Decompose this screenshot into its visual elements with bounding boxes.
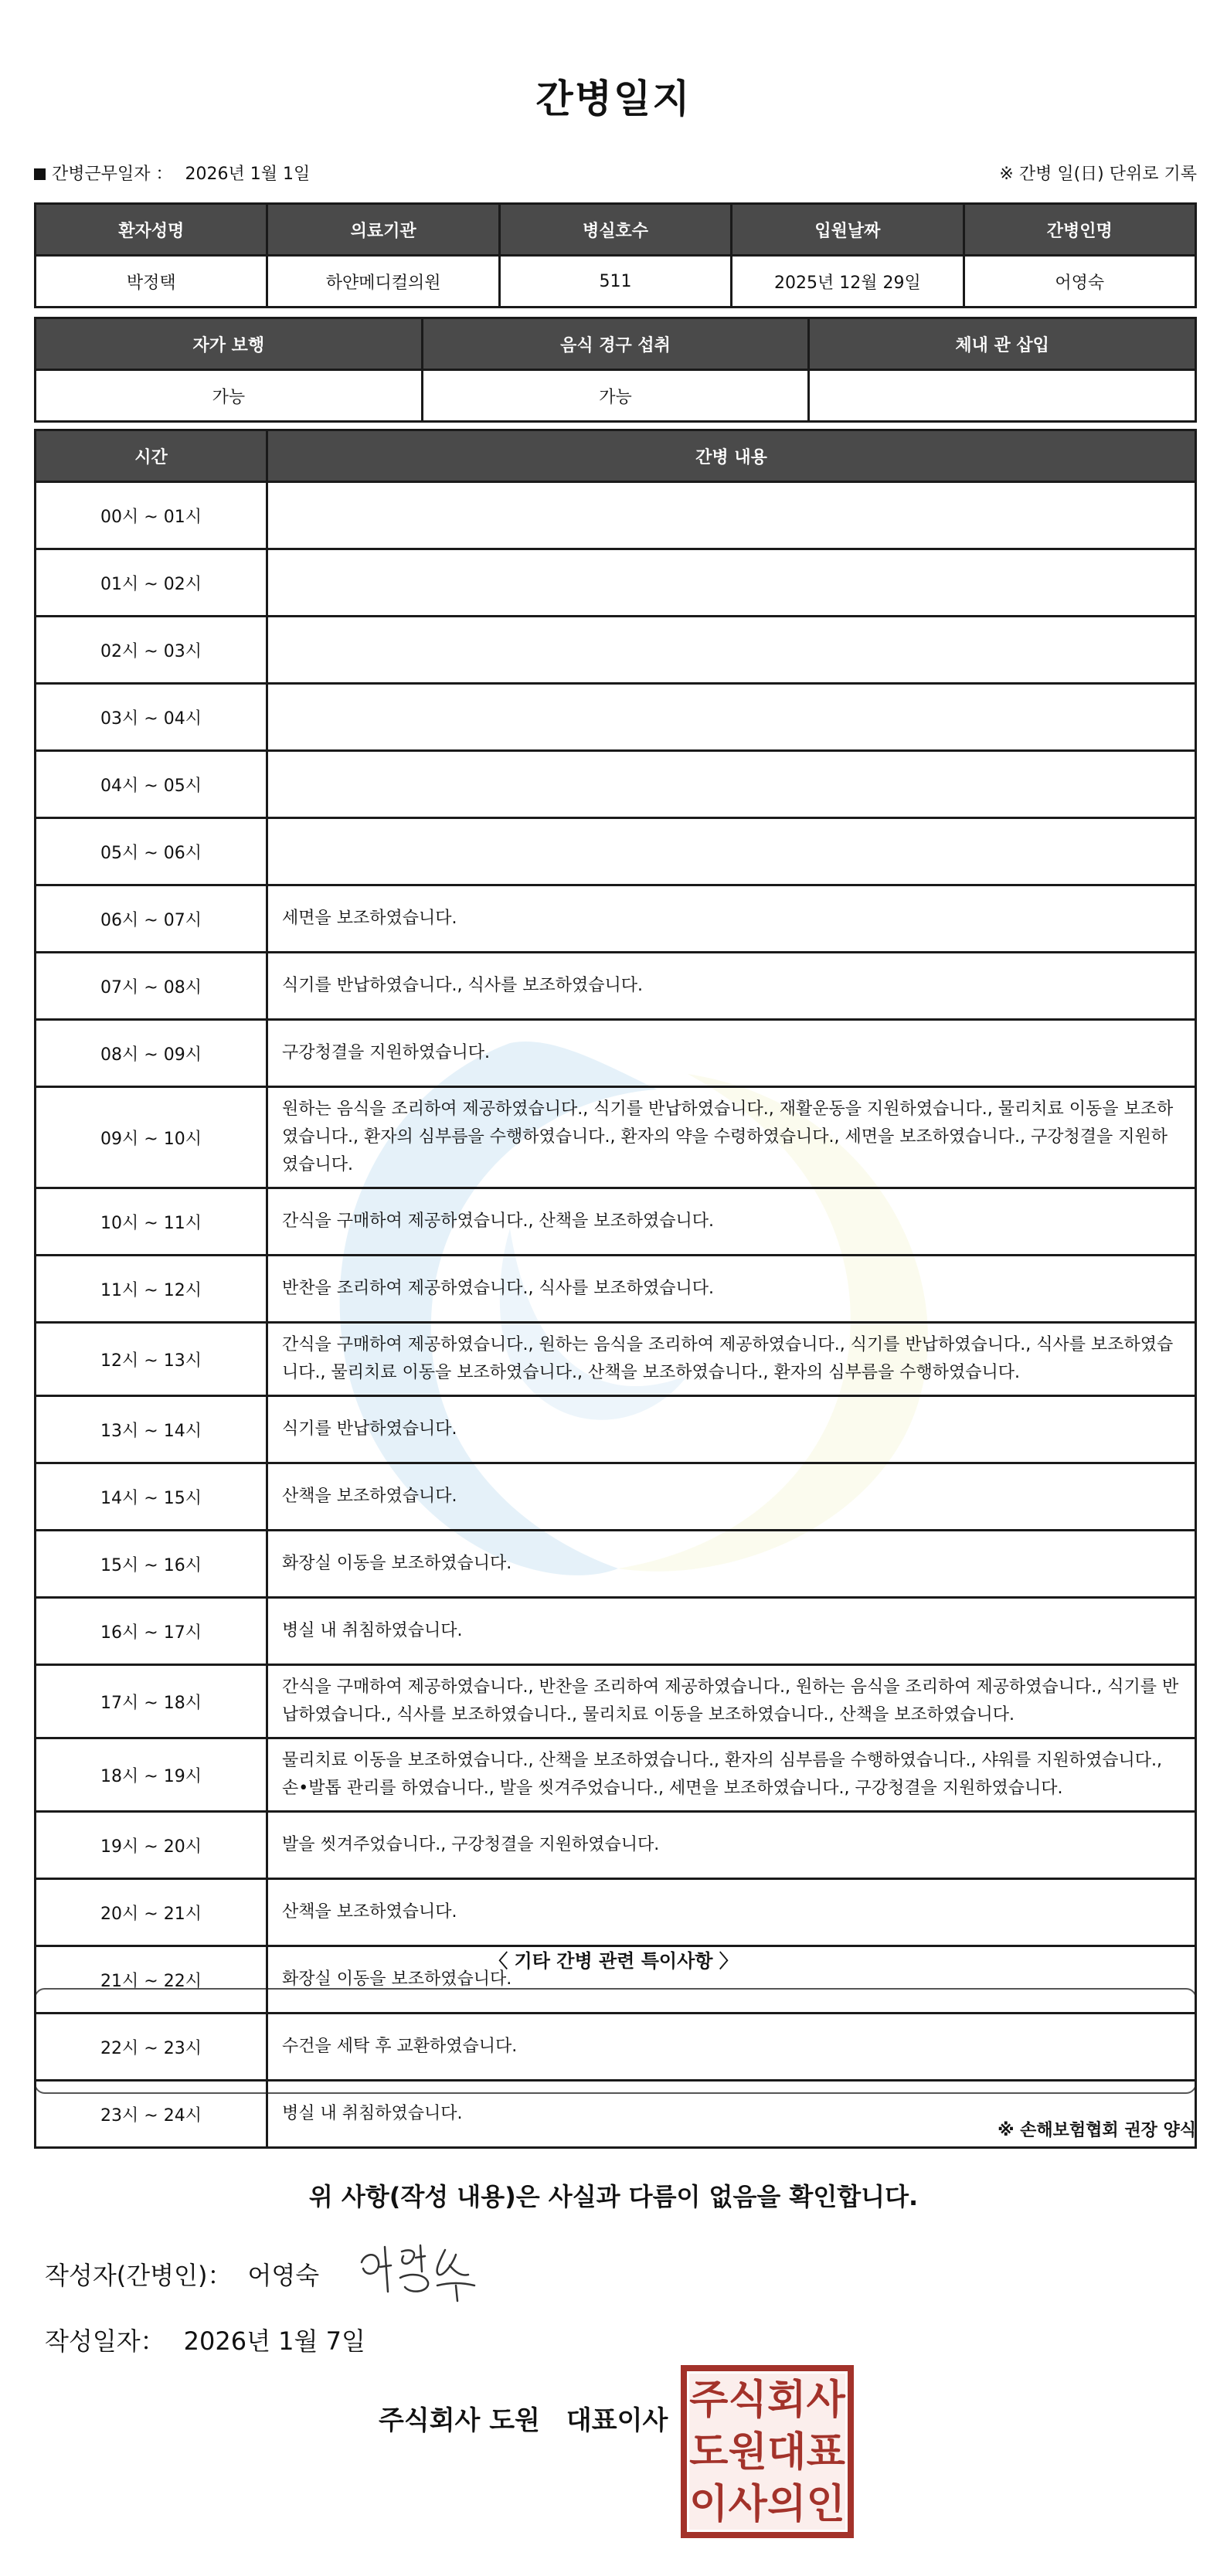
company-seal-stamp (680, 2364, 855, 2539)
log-content-cell (267, 684, 1196, 751)
table-row (36, 2081, 1196, 2148)
table-row (36, 818, 1196, 885)
table-row (36, 1598, 1196, 1665)
log-time-cell: 21시 ~ 22시 (36, 1946, 267, 2014)
table-row (36, 953, 1196, 1020)
confirmation-statement: 위 사항(작성 내용)은 사실과 다름이 없음을 확인합니다. (308, 2182, 919, 2211)
log-time-cell: 02시 ~ 03시 (36, 617, 267, 684)
log-content-cell: 물리치료 이동을 보조하였습니다., 산책을 보조하였습니다., 환자의 심부름을 수행하였습니다., 샤워를 지원하였습니다., 손•발톱 관리를 하였습니다., 발을 씻겨주었습니다., 세면을 보조하였습니다., 구강청결을 지원하였습니다. (267, 1738, 1196, 1812)
log-content-cell: 식기를 반납하였습니다. (267, 1396, 1196, 1463)
log-content-cell: 간식을 구매하여 제공하였습니다., 원하는 음식을 조리하여 제공하였습니다., 식기를 반납하였습니다., 식사를 보조하였습니다., 물리치료 이동을 보조하였습니다., 산책을 보조하였습니다., 환자의 심부름을 수행하였습니다. (267, 1323, 1196, 1396)
log-content-cell: 원하는 음식을 조리하여 제공하였습니다., 식기를 반납하였습니다., 재활운동을 지원하였습니다., 물리치료 이동을 보조하였습니다., 환자의 심부름을 수행하였습니다., 환자의 약을 수령하였습니다., 세면을 보조하였습니다., 구강청결을 지원하였습니다. (267, 1087, 1196, 1188)
log-time-cell: 11시 ~ 12시 (36, 1256, 267, 1323)
seal-character: 인 (806, 2481, 845, 2528)
room-number: 511 (499, 256, 731, 308)
table-row (36, 1020, 1196, 1087)
table-row (36, 549, 1196, 617)
log-content-cell (267, 751, 1196, 818)
log-content-cell: 화장실 이동을 보조하였습니다. (267, 1946, 1196, 2014)
log-time-cell: 07시 ~ 08시 (36, 953, 267, 1020)
patient-name: 박정택 (36, 256, 267, 308)
table-row (36, 482, 1196, 549)
table-row (36, 1946, 1196, 2014)
log-content-cell: 산책을 보조하였습니다. (267, 1463, 1196, 1531)
log-content-cell: 구강청결을 지원하였습니다. (267, 1020, 1196, 1087)
log-content-cell: 병실 내 취침하였습니다. (267, 1598, 1196, 1665)
log-content-cell (267, 617, 1196, 684)
writer-name: 어영숙 (247, 2261, 320, 2290)
care-log-table (34, 429, 1197, 2149)
seal-character: 회 (767, 2377, 807, 2424)
log-time-cell: 10시 ~ 11시 (36, 1188, 267, 1256)
write-date-line (45, 2322, 365, 2357)
log-content-cell (267, 818, 1196, 885)
table-row (36, 1463, 1196, 1531)
log-time-cell: 17시 ~ 18시 (36, 1665, 267, 1738)
table-row (36, 1188, 1196, 1256)
log-content-cell: 식기를 반납하였습니다., 식사를 보조하였습니다. (267, 953, 1196, 1020)
table-row (36, 885, 1196, 953)
work-date-value: 2026년 1월 1일 (185, 165, 311, 184)
page-title: 간병일지 (535, 76, 692, 121)
log-content-cell (267, 549, 1196, 617)
writer-label: 작성자(간병인)： (45, 2261, 233, 2290)
writer-line (45, 2256, 319, 2292)
log-time-cell: 12시 ~ 13시 (36, 1323, 267, 1396)
log-time-cell: 03시 ~ 04시 (36, 684, 267, 751)
header-caregiver: 간병인명 (964, 204, 1195, 256)
work-date-label: 간병근무일자 ： (52, 165, 173, 184)
seal-character: 원 (728, 2429, 767, 2476)
admission-date: 2025년 12월 29일 (732, 256, 964, 308)
form-note: ※ 손해보험협회 권장 양식 (998, 2121, 1196, 2140)
log-content-cell: 산책을 보조하였습니다. (267, 1879, 1196, 1946)
log-time-cell: 00시 ~ 01시 (36, 482, 267, 549)
header-room: 병실호수 (499, 204, 731, 256)
square-bullet-icon (34, 168, 46, 180)
log-time-cell: 16시 ~ 17시 (36, 1598, 267, 1665)
table-row (36, 1323, 1196, 1396)
table-row (36, 1396, 1196, 1463)
log-content-cell: 발을 씻겨주었습니다., 구강청결을 지원하였습니다. (267, 1812, 1196, 1879)
unit-note: ※ 간병 일(日) 단위로 기록 (999, 165, 1197, 184)
log-content-cell (267, 482, 1196, 549)
log-content-cell: 간식을 구매하여 제공하였습니다., 반찬을 조리하여 제공하였습니다., 원하는 음식을 조리하여 제공하였습니다., 식기를 반납하였습니다., 식사를 보조하였습니다., 물리치료 이동을 보조하였습니다., 산책을 보조하였습니다. (267, 1665, 1196, 1738)
log-time-cell: 06시 ~ 07시 (36, 885, 267, 953)
seal-character: 대 (767, 2429, 807, 2476)
header-tube-insertion: 체내 관 삽입 (809, 318, 1196, 370)
log-time-cell: 23시 ~ 24시 (36, 2081, 267, 2148)
seal-character: 사 (806, 2377, 845, 2424)
write-date-value: 2026년 1월 7일 (183, 2326, 365, 2356)
company-line (379, 2399, 668, 2437)
table-row (36, 1531, 1196, 1598)
header-time: 시간 (36, 430, 267, 482)
table-row (36, 1879, 1196, 1946)
log-time-cell: 20시 ~ 21시 (36, 1879, 267, 1946)
handwritten-signature (354, 2231, 485, 2306)
patient-info-table (34, 202, 1197, 308)
seal-character: 의 (767, 2481, 807, 2528)
table-row (36, 1738, 1196, 1812)
table-row (36, 1087, 1196, 1188)
patient-status-table (34, 317, 1197, 423)
representative-title: 대표이사 (566, 2405, 668, 2436)
header-patient-name: 환자성명 (36, 204, 267, 256)
log-time-cell: 08시 ~ 09시 (36, 1020, 267, 1087)
table-row (36, 751, 1196, 818)
log-time-cell: 19시 ~ 20시 (36, 1812, 267, 1879)
table-row (36, 1812, 1196, 1879)
header-oral-intake: 음식 경구 섭취 (422, 318, 809, 370)
notes-title: 〈 기타 간병 관련 특이사항 〉 (489, 1950, 738, 1972)
log-time-cell: 14시 ~ 15시 (36, 1463, 267, 1531)
log-content-cell: 간식을 구매하여 제공하였습니다., 산책을 보조하였습니다. (267, 1188, 1196, 1256)
header-hospital: 의료기관 (267, 204, 499, 256)
log-time-cell: 18시 ~ 19시 (36, 1738, 267, 1812)
table-row (36, 1665, 1196, 1738)
care-log-rows (36, 482, 1196, 2148)
meta-row (34, 161, 1197, 192)
walking-status: 가능 (36, 370, 423, 422)
header-walking: 자가 보행 (36, 318, 423, 370)
hospital-name: 하얀메디컬의원 (267, 256, 499, 308)
log-content-cell: 세면을 보조하였습니다. (267, 885, 1196, 953)
tube-insertion-status (809, 370, 1196, 422)
log-time-cell: 13시 ~ 14시 (36, 1396, 267, 1463)
seal-character: 식 (728, 2377, 767, 2424)
log-content-cell: 수건을 세탁 후 교환하였습니다. (267, 2014, 1196, 2081)
log-time-cell: 04시 ~ 05시 (36, 751, 267, 818)
log-content-cell: 반찬을 조리하여 제공하였습니다., 식사를 보조하였습니다. (267, 1256, 1196, 1323)
log-time-cell: 22시 ~ 23시 (36, 2014, 267, 2081)
log-time-cell: 15시 ~ 16시 (36, 1531, 267, 1598)
log-time-cell: 01시 ~ 02시 (36, 549, 267, 617)
table-row (36, 2014, 1196, 2081)
oral-intake-status: 가능 (422, 370, 809, 422)
company-name: 주식회사 도원 (379, 2405, 540, 2436)
table-row (36, 1256, 1196, 1323)
header-care-content: 간병 내용 (267, 430, 1196, 482)
seal-character: 주 (689, 2377, 729, 2424)
write-date-label: 작성일자： (45, 2326, 165, 2356)
header-admission-date: 입원날짜 (732, 204, 964, 256)
seal-character: 도 (689, 2429, 729, 2476)
caregiver-name: 어영숙 (964, 256, 1195, 308)
log-time-cell: 09시 ~ 10시 (36, 1087, 267, 1188)
log-content-cell: 병실 내 취침하였습니다. (267, 2081, 1196, 2148)
log-time-cell: 05시 ~ 06시 (36, 818, 267, 885)
work-date (34, 161, 310, 185)
log-content-cell: 화장실 이동을 보조하였습니다. (267, 1531, 1196, 1598)
table-row (36, 617, 1196, 684)
table-row (36, 684, 1196, 751)
seal-character: 사 (728, 2481, 767, 2528)
seal-character: 표 (806, 2429, 845, 2476)
seal-character: 이 (689, 2481, 729, 2528)
